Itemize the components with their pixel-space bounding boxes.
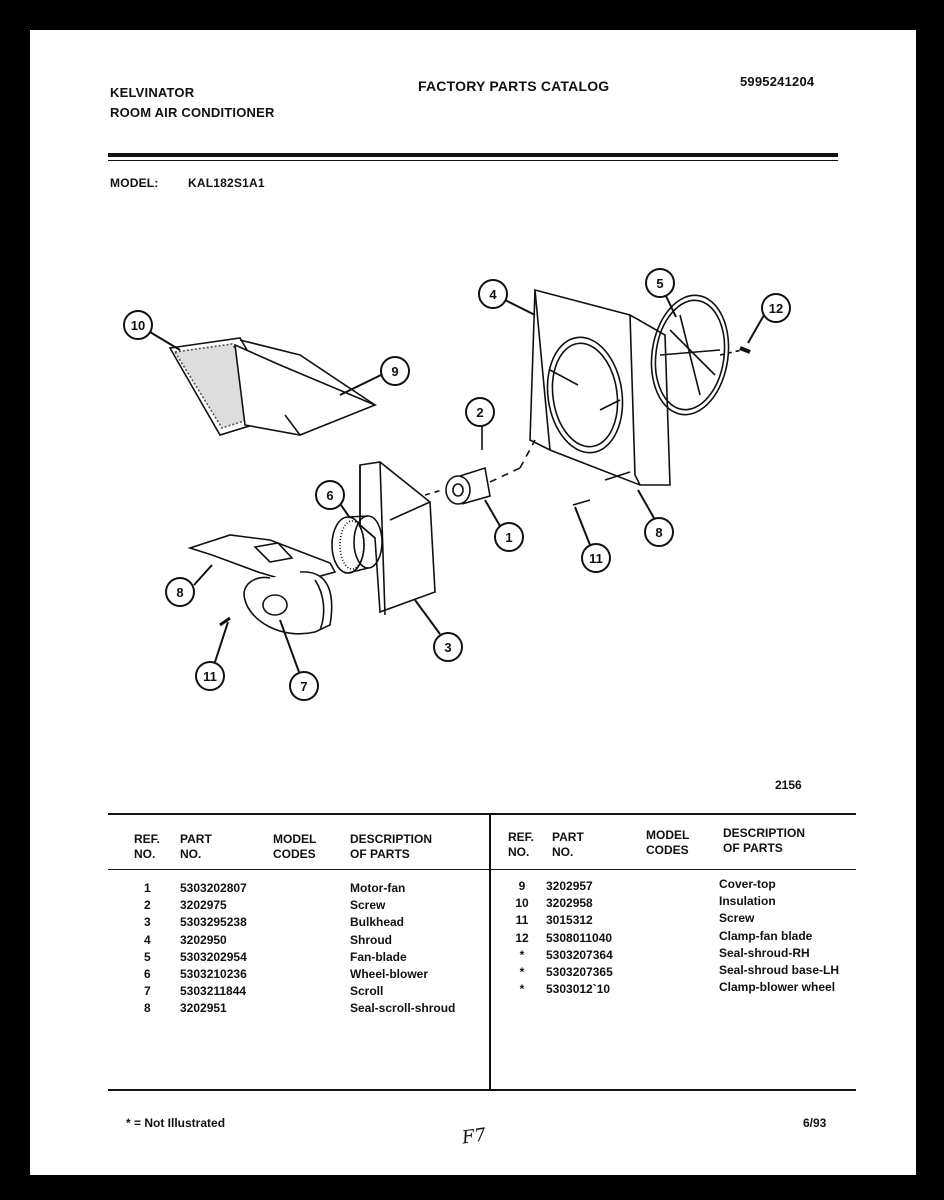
callout-label: 10 xyxy=(130,318,146,333)
header-ref-line1: REF. xyxy=(508,830,535,844)
exploded-parts-diagram xyxy=(30,200,916,760)
table-cell-desc: Screw xyxy=(719,911,755,926)
table-cell-desc: Clamp-blower wheel xyxy=(719,980,836,995)
table-cell-part: 3202951 xyxy=(180,1001,227,1016)
table-cell-part: 5303012`10 xyxy=(546,982,611,997)
model-value: KAL182S1A1 xyxy=(188,176,265,190)
table-cell-ref: 5 xyxy=(144,949,151,964)
header-rule-thick xyxy=(108,153,838,157)
table-cell-desc: Fan-blade xyxy=(350,949,407,964)
catalog-page xyxy=(30,30,916,1175)
table-cell-ref: 10 xyxy=(515,896,529,911)
header-ref xyxy=(134,832,160,862)
table-cell-part: 5303202954 xyxy=(180,949,247,964)
header-desc-line2: OF PARTS xyxy=(723,841,783,855)
table-cell-desc: Seal-shroud-RH xyxy=(719,945,810,960)
table-cell-ref: * xyxy=(519,947,525,962)
model-label: MODEL: xyxy=(110,176,159,190)
table-cell-part: 3202975 xyxy=(180,898,227,913)
table-cell-part: 5303202807 xyxy=(180,881,247,895)
catalog-number: 5995241204 xyxy=(740,74,815,89)
table-cell-ref: 12 xyxy=(515,930,529,945)
header-desc-right xyxy=(723,826,805,856)
table-cell-ref: 4 xyxy=(144,932,151,947)
header-desc xyxy=(350,832,432,862)
callout-label: 11 xyxy=(589,551,603,566)
header-model xyxy=(273,832,316,862)
header-part xyxy=(180,832,212,862)
right-ref-column xyxy=(510,878,534,998)
product-name: ROOM AIR CONDITIONER xyxy=(110,105,275,120)
left-ref-column xyxy=(144,880,151,1018)
callout-label: 3 xyxy=(444,640,452,655)
handwritten-mark: F7 xyxy=(460,1124,488,1149)
table-cell-desc: Seal-shroud base-LH xyxy=(719,962,840,977)
insulation-cover-drawing xyxy=(170,338,375,435)
table-bottom-rule xyxy=(108,1089,856,1091)
table-cell-part: 5308011040 xyxy=(546,930,613,945)
callout-label: 9 xyxy=(391,364,399,379)
callout-label: 5 xyxy=(656,276,664,291)
table-cell-part: 3202958 xyxy=(546,896,593,911)
header-model-line2: CODES xyxy=(646,843,689,857)
table-cell-ref: 9 xyxy=(518,879,526,893)
header-model-right xyxy=(646,828,689,858)
table-cell-ref: * xyxy=(519,964,525,979)
header-part-line2: NO. xyxy=(552,845,574,859)
header-ref-line2: NO. xyxy=(508,845,530,859)
callout-label: 11 xyxy=(203,669,217,684)
header-model-line2: CODES xyxy=(273,847,316,861)
table-cell-ref: 11 xyxy=(515,913,529,928)
table-cell-ref: 2 xyxy=(144,898,151,913)
bulkhead-drawing xyxy=(360,462,435,615)
callout-label: 8 xyxy=(655,525,663,540)
scroll-drawing xyxy=(190,535,335,634)
header-model-line1: MODEL xyxy=(646,828,690,842)
table-cell-part: 3202957 xyxy=(546,879,593,893)
table-top-rule xyxy=(108,813,856,815)
table-divider xyxy=(489,813,491,1091)
brand-name: KELVINATOR xyxy=(110,85,195,100)
drawing-number: 2156 xyxy=(775,778,802,792)
table-cell-ref: 8 xyxy=(144,1001,151,1016)
table-cell-part: 5303207364 xyxy=(546,947,613,962)
table-cell-desc: Cover-top xyxy=(719,877,776,891)
header-model-line1: MODEL xyxy=(273,832,317,846)
header-desc-line1: DESCRIPTION xyxy=(350,832,433,846)
table-cell-part: 3202950 xyxy=(180,932,227,947)
table-cell-desc: Screw xyxy=(350,898,386,913)
table-cell-desc: Insulation xyxy=(719,894,776,909)
header-ref-line1: REF. xyxy=(134,832,161,846)
callout-label: 2 xyxy=(476,405,484,420)
table-cell-part: 5303295238 xyxy=(180,915,247,930)
header-desc-line2: OF PARTS xyxy=(350,847,410,861)
header-part-line1: PART xyxy=(552,830,584,844)
clamp-drawing xyxy=(740,348,750,352)
table-cell-desc: Clamp-fan blade xyxy=(719,928,813,943)
table-cell-ref: 3 xyxy=(144,915,151,930)
table-cell-desc: Shroud xyxy=(350,932,392,947)
table-cell-part: 5303207365 xyxy=(546,964,613,979)
table-cell-desc: Seal-scroll-shroud xyxy=(350,1001,456,1016)
right-desc-column xyxy=(719,876,839,996)
callout-label: 6 xyxy=(326,488,334,503)
callout-label: 4 xyxy=(489,287,497,302)
table-cell-part: 3015312 xyxy=(546,913,593,928)
table-cell-part: 5303211844 xyxy=(180,984,247,999)
header-part-line2: NO. xyxy=(180,847,202,861)
shroud-drawing xyxy=(530,290,670,485)
table-cell-desc: Bulkhead xyxy=(350,915,405,930)
header-part-right xyxy=(552,830,584,860)
left-desc-column xyxy=(350,880,455,1018)
callout-label: 12 xyxy=(768,301,784,316)
right-part-column xyxy=(546,878,613,998)
catalog-title: FACTORY PARTS CATALOG xyxy=(418,78,610,94)
header-rule-thin xyxy=(108,160,838,161)
left-part-column xyxy=(180,880,247,1018)
table-cell-ref: 7 xyxy=(144,984,151,999)
footer-note: * = Not Illustrated xyxy=(126,1116,226,1130)
table-cell-ref: * xyxy=(519,982,525,997)
header-desc-line1: DESCRIPTION xyxy=(723,826,806,840)
header-part-line1: PART xyxy=(180,832,212,846)
table-cell-part: 5303210236 xyxy=(180,966,247,981)
table-cell-desc: Wheel-blower xyxy=(350,966,429,981)
table-cell-ref: 1 xyxy=(144,881,151,895)
header-ref-line2: NO. xyxy=(134,847,156,861)
table-cell-ref: 6 xyxy=(144,966,151,981)
table-header-rule xyxy=(108,869,856,870)
callout-label: 7 xyxy=(300,679,308,694)
table-cell-desc: Motor-fan xyxy=(350,881,406,895)
callout-label: 8 xyxy=(176,585,184,600)
callout-label: 1 xyxy=(505,530,513,545)
header-ref-right xyxy=(508,830,534,860)
footer-date: 6/93 xyxy=(803,1116,827,1130)
table-cell-desc: Scroll xyxy=(350,984,384,999)
